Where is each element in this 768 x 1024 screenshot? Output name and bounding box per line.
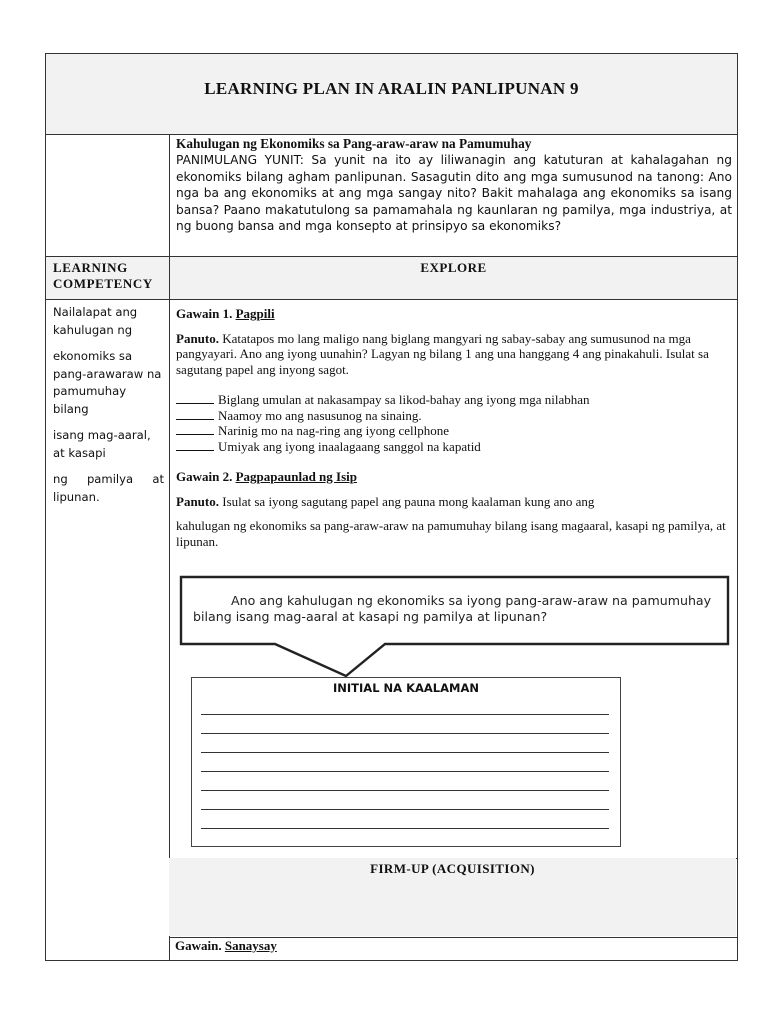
writing-line	[201, 771, 609, 772]
panuto-text: Katatapos mo lang maligo nang biglang mangyari ng sabay-sabay ang sumusunod na mga pangyayari. Ano ang iyong uunahin? Lagyan ng bilang 1 ang una hanggang 4 ang pinakahuli. Isulat sa sagutang papel ang inyong sagot.	[176, 330, 709, 377]
page-title: LEARNING PLAN IN ARALIN PANLIPUNAN 9	[204, 79, 579, 98]
list-item	[176, 392, 732, 408]
intro-paragraph: PANIMULANG YUNIT: Sa yunit na ito ay liliwanagin ang katuturan at kahalagahan ng ekonomiks bilang agham panlipunan. Sasagutin dito ang mga sumusunod na tanong: Ano nga ba ang ekonomiks at ang mga sangay nito? Bakit mahalaga ang ekonomiks sa isang bansa? Paano makatutulong sa pamamahala ng kaunlaran ng pamilya, mga industriya, at ng buong bansa and mga konsepto at prinsipyo sa ekonomiks?	[176, 153, 732, 234]
explore-label: EXPLORE	[420, 260, 487, 275]
writing-line	[201, 752, 609, 753]
writing-line	[201, 714, 609, 715]
answer-blank	[176, 408, 214, 420]
explore-content	[176, 300, 732, 549]
gawain-2-title	[176, 469, 732, 485]
gawain-1-title	[176, 306, 732, 322]
answer-blank	[176, 392, 214, 404]
gawain-2-name: Pagpapaunlad ng Isip	[235, 469, 357, 484]
item-text: Biglang umulan at nakasampay sa likod-bahay ang iyong mga nilabhan	[218, 392, 590, 407]
learning-competency-text	[53, 304, 164, 515]
item-text: Umiyak ang iyong inaalagaang sanggol na kapatid	[218, 438, 481, 454]
gawain-1-instructions	[176, 331, 732, 378]
gawain-2-instructions	[176, 494, 732, 510]
row-divider	[170, 937, 737, 938]
competency-p3: isang mag-aaral, at kasapi	[53, 428, 151, 460]
question-callout	[181, 577, 731, 645]
competency-p4: ng pamilya at lipunan.	[53, 472, 164, 504]
writing-line	[201, 790, 609, 791]
item-text: Naamoy mo ang nasusunog na sinaing.	[218, 407, 422, 423]
lesson-heading: Kahulugan ng Ekonomiks sa Pang-araw-araw na Pamumuhay	[176, 136, 532, 151]
intro-section	[176, 136, 732, 234]
competency-p2: ekonomiks sa pang-arawaraw na pamumuhay bilang	[53, 349, 162, 416]
callout-line-2: bilang isang mag-aaral at kasapi ng pamilya at lipunan?	[193, 609, 548, 624]
list-item	[176, 423, 732, 439]
panuto-label: Panuto.	[176, 330, 219, 346]
gawain-1-name: Pagpili	[235, 306, 275, 321]
firm-up-label: FIRM-UP (ACQUISITION)	[370, 861, 535, 876]
sanaysay-name: Sanaysay	[224, 938, 277, 953]
row-divider	[170, 858, 737, 859]
competency-p1: Nailalapat ang kahulugan ng	[53, 305, 138, 337]
title-row	[46, 54, 737, 135]
list-item	[176, 408, 732, 424]
gawain-2-label: Gawain 2.	[176, 469, 233, 484]
answer-blank	[176, 439, 214, 451]
header-line-1: LEARNING	[53, 260, 128, 275]
initial-knowledge-box	[191, 677, 621, 847]
writing-line	[201, 733, 609, 734]
list-item	[176, 439, 732, 455]
writing-line	[201, 809, 609, 810]
answer-blank	[176, 423, 214, 435]
sanaysay-label: Gawain.	[175, 938, 222, 953]
item-text: Narinig mo na nag-ring ang iyong cellphone	[218, 423, 450, 438]
learning-competency-header	[46, 257, 169, 299]
header-line-2: COMPETENCY	[53, 276, 153, 291]
panuto-text: Isulat sa iyong sagutang papel ang pauna mong kaalaman kung ano ang	[222, 493, 595, 509]
gawain-1-label: Gawain 1.	[176, 306, 233, 321]
callout-line-1: Ano ang kahulugan ng ekonomiks sa iyong pang-araw-araw na pamumuhay	[231, 593, 712, 608]
panuto-label: Panuto.	[176, 493, 219, 509]
writing-line	[201, 828, 609, 829]
ranking-list	[176, 392, 732, 454]
gawain-2-instructions-cont: kahulugan ng ekonomiks sa pang-araw-araw na pamumuhay bilang isang magaaral, kasapi ng pamilya, at lipunan.	[176, 518, 726, 549]
explore-header	[170, 257, 737, 299]
kaalaman-title: INITIAL NA KAALAMAN	[333, 681, 479, 695]
